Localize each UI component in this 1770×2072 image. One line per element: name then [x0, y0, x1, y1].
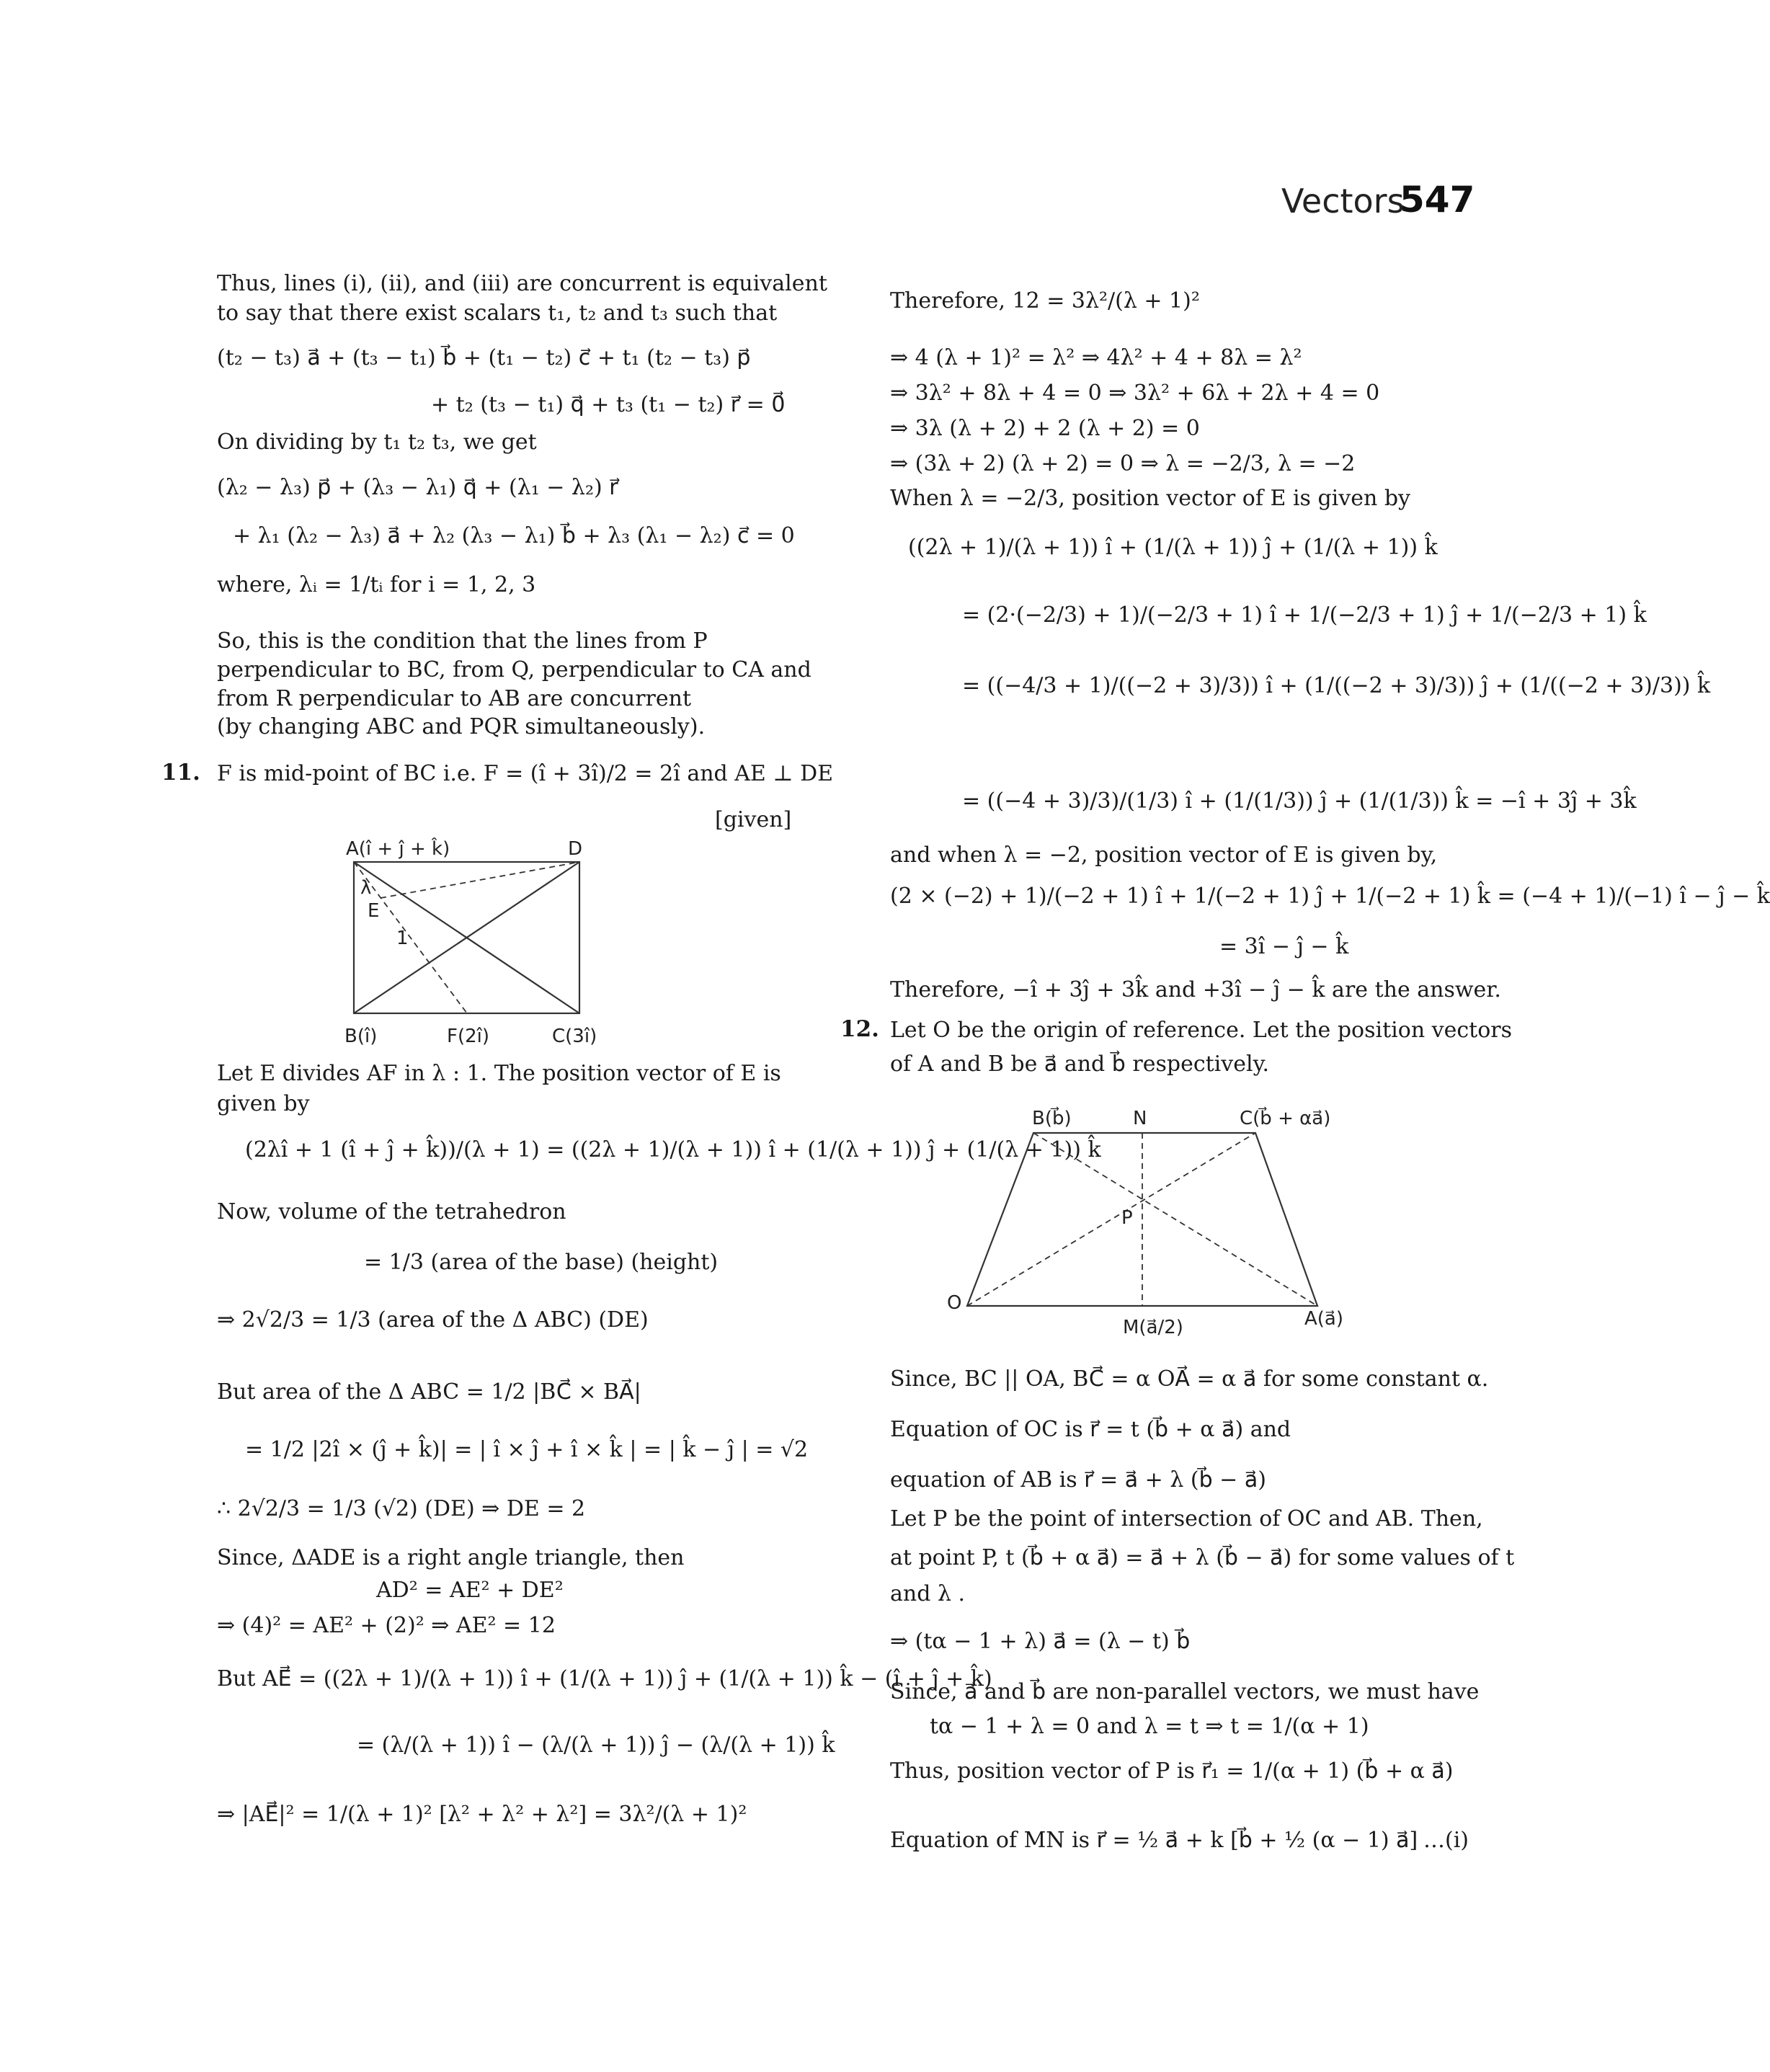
equation: Therefore, 12 = 3λ²/(λ + 1)²: [890, 288, 1200, 314]
equation: where, λᵢ = 1/tᵢ for i = 1, 2, 3: [217, 572, 536, 597]
segment-de: [381, 862, 579, 898]
text-line: Therefore, −î + 3ĵ + 3k̂ and +3î − ĵ − k̂ are the answer.: [890, 977, 1501, 1002]
label-p: P: [1121, 1207, 1133, 1229]
equation: Since, BC || OA, BC⃗ = α OA⃗ = α a⃗ for some constant α.: [890, 1366, 1489, 1392]
segment-oc: [967, 1133, 1255, 1306]
equation: (t₂ − t₃) a⃗ + (t₃ − t₁) b⃗ + (t₁ − t₂) c⃗ + t₁ (t₂ − t₃) p⃗: [217, 345, 751, 370]
text-line: On dividing by t₁ t₂ t₃, we get: [217, 430, 537, 455]
text-line: and when λ = −2, position vector of E is given by,: [890, 842, 1438, 868]
equation: Thus, position vector of P is r⃗₁ = 1/(α + 1) (b⃗ + α a⃗): [890, 1758, 1454, 1784]
equation: ⇒ 3λ (λ + 2) + 2 (λ + 2) = 0: [890, 416, 1200, 441]
equation: (λ₂ − λ₃) p⃗ + (λ₃ − λ₁) q⃗ + (λ₁ − λ₂) r⃗: [217, 475, 618, 500]
text-line: Let P be the point of intersection of OC and AB. Then,: [890, 1506, 1483, 1531]
text-line: given by: [217, 1091, 310, 1116]
figure-trapezium-oacb: [937, 1095, 1369, 1355]
text-line: Now, volume of the tetrahedron: [217, 1199, 566, 1224]
text-line: When λ = −2/3, position vector of E is given by: [890, 486, 1410, 511]
equation: (2 × (−2) + 1)/(−2 + 1) î + 1/(−2 + 1) ĵ + 1/(−2 + 1) k̂ = (−4 + 1)/(−1) î − ĵ − k̂: [890, 884, 1770, 909]
equation: ⇒ 3λ² + 8λ + 4 = 0 ⇒ 3λ² + 6λ + 2λ + 4 = 0: [890, 381, 1380, 406]
text-line: Thus, lines (i), (ii), and (iii) are concurrent is equivalent: [217, 271, 827, 296]
text-line: Since, ΔADE is a right angle triangle, then: [217, 1545, 685, 1570]
label-c: C(3î): [552, 1026, 597, 1047]
page-number: 547: [1400, 179, 1475, 221]
label-a: A(î + ĵ + k̂): [346, 838, 450, 860]
equation: + t₂ (t₃ − t₁) q⃗ + t₃ (t₁ − t₂) r⃗ = 0⃗: [431, 392, 786, 417]
equation: at point P, t (b⃗ + α a⃗) = a⃗ + λ (b⃗ − a⃗) for some values of t: [890, 1545, 1515, 1570]
equation: F is mid-point of BC i.e. F = (î + 3î)/2 = 2î and AE ⊥ DE: [217, 761, 834, 786]
equation: ⇒ |AE⃗|² = 1/(λ + 1)² [λ² + λ² + λ²] = 3λ²/(λ + 1)²: [217, 1802, 747, 1827]
equation: equation of AB is r⃗ = a⃗ + λ (b⃗ − a⃗): [890, 1467, 1266, 1493]
equation: = ((−4/3 + 1)/((−2 + 3)/3)) î + (1/((−2 + 3)/3)) ĵ + (1/((−2 + 3)/3)) k̂: [962, 673, 1711, 698]
equation: AD² = AE² + DE²: [376, 1578, 564, 1603]
equation: But area of the Δ ABC = 1/2 |BC⃗ × BA⃗|: [217, 1379, 641, 1405]
figure-rectangle-abcd: [317, 829, 634, 1059]
question-number: 11.: [161, 760, 200, 786]
text-line: and λ .: [890, 1581, 966, 1606]
equation: ⇒ (4)² = AE² + (2)² ⇒ AE² = 12: [217, 1613, 556, 1638]
text-line: Since, a⃗ and b⃗ are non-parallel vectors, we must have: [890, 1679, 1480, 1704]
text-line: So, this is the condition that the lines from P: [217, 628, 708, 654]
label-f: F(2î): [447, 1026, 490, 1047]
label-b: B(î): [344, 1026, 378, 1047]
text-line: perpendicular to BC, from Q, perpendicular to CA and: [217, 657, 811, 682]
equation: Equation of MN is r⃗ = ½ a⃗ + k [b⃗ + ½ (α − 1) a⃗]: [890, 1828, 1418, 1853]
label-e: E: [368, 900, 380, 922]
label-o: O: [947, 1292, 962, 1314]
label-b: B(b⃗): [1032, 1108, 1072, 1129]
label-m: M(a⃗/2): [1123, 1317, 1183, 1338]
segment-ab: [1033, 1133, 1317, 1306]
label-c: C(b⃗ + αa⃗): [1240, 1108, 1331, 1129]
equation: = ((−4 + 3)/3)/(1/3) î + (1/(1/3)) ĵ + (1/(1/3)) k̂ = −î + 3ĵ + 3k̂: [962, 788, 1637, 814]
text-line: of A and B be a⃗ and b⃗ respectively.: [890, 1051, 1270, 1077]
equation: But AE⃗ = ((2λ + 1)/(λ + 1)) î + (1/(λ + 1)) ĵ + (1/(λ + 1)) k̂ − (î + ĵ + k̂): [217, 1666, 992, 1691]
equation: tα − 1 + λ = 0 and λ = t ⇒ t = 1/(α + 1): [930, 1714, 1369, 1739]
equation: ⇒ (3λ + 2) (λ + 2) = 0 ⇒ λ = −2/3, λ = −2: [890, 451, 1356, 476]
equation: + λ₁ (λ₂ − λ₃) a⃗ + λ₂ (λ₃ − λ₁) b⃗ + λ₃ (λ₁ − λ₂) c⃗ = 0: [233, 523, 795, 548]
equation: ⇒ 4 (λ + 1)² = λ² ⇒ 4λ² + 4 + 8λ = λ²: [890, 345, 1302, 370]
text-line: Let E divides AF in λ : 1. The position vector of E is: [217, 1061, 781, 1086]
text-line: Let O be the origin of reference. Let the position vectors: [890, 1018, 1513, 1043]
equation: ∴ 2√2/3 = 1/3 (√2) (DE) ⇒ DE = 2: [217, 1496, 586, 1521]
text-line: from R perpendicular to AB are concurrent: [217, 686, 692, 711]
equation: ((2λ + 1)/(λ + 1)) î + (1/(λ + 1)) ĵ + (1/(λ + 1)) k̂: [908, 535, 1438, 560]
text-line: to say that there exist scalars t₁, t₂ and t₃ such that: [217, 301, 778, 326]
text-line: [given]: [715, 807, 792, 832]
label-d: D: [568, 838, 583, 860]
label-n: N: [1133, 1108, 1147, 1129]
equation: Equation of OC is r⃗ = t (b⃗ + α a⃗) and: [890, 1417, 1291, 1442]
text-line: (by changing ABC and PQR simultaneously).: [217, 714, 706, 739]
equation: = 3î − ĵ − k̂: [1219, 934, 1349, 959]
equation: = (2·(−2/3) + 1)/(−2/3 + 1) î + 1/(−2/3 + 1) ĵ + 1/(−2/3 + 1) k̂: [962, 603, 1647, 628]
equation: (2λî + 1 (î + ĵ + k̂))/(λ + 1) = ((2λ + 1)/(λ + 1)) î + (1/(λ + 1)) ĵ + (1/(λ + 1)) k̂: [245, 1137, 1101, 1162]
question-number: 12.: [840, 1016, 879, 1042]
label-lambda: λ: [360, 877, 372, 899]
equation: = 1/2 |2î × (ĵ + k̂)| = | î × ĵ + î × k̂ | = | k̂ − ĵ | = √2: [245, 1437, 809, 1462]
equation: ⇒ (tα − 1 + λ) a⃗ = (λ − t) b⃗: [890, 1629, 1191, 1654]
equation-tag: …(i): [1423, 1828, 1469, 1853]
label-one: 1: [396, 928, 409, 949]
equation: = 1/3 (area of the base) (height): [364, 1250, 719, 1275]
label-a: A(a⃗): [1304, 1308, 1344, 1330]
equation: ⇒ 2√2/3 = 1/3 (area of the Δ ABC) (DE): [217, 1307, 649, 1333]
equation: = (λ/(λ + 1)) î − (λ/(λ + 1)) ĵ − (λ/(λ + 1)) k̂: [357, 1733, 835, 1758]
chapter-title: Vectors: [1281, 182, 1405, 221]
